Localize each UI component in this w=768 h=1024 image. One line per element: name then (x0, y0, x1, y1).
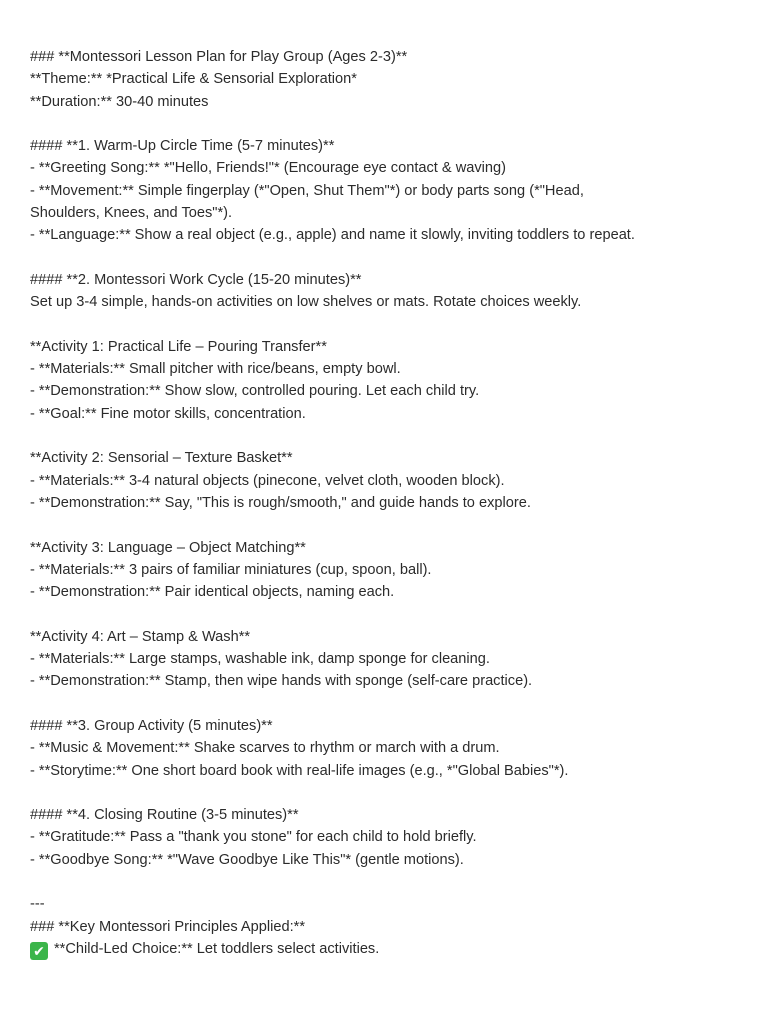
activity-2-line: - **Materials:** 3-4 natural objects (pinecone, velvet cloth, wooden block). (30, 472, 505, 489)
blank-line (30, 314, 745, 336)
activity-1-line: - **Materials:** Small pitcher with rice/beans, empty bowl. (30, 361, 401, 378)
section-2-heading: #### **2. Montessori Work Cycle (15-20 minutes)** (30, 271, 362, 288)
section-3-line: - **Storytime:** One short board book with real-life images (e.g., *"Global Babies"*). (30, 762, 569, 779)
horizontal-rule-text: --- (30, 896, 45, 913)
blank-line (30, 693, 745, 715)
principle-item (30, 938, 745, 960)
section-1-line: - **Language:** Show a real object (e.g., apple) and name it slowly, inviting toddlers to repeat. (30, 227, 635, 244)
blank-line (30, 871, 745, 893)
section-1-line: - **Movement:** Simple fingerplay (*"Open, Shut Them"*) or body parts song (*"Head, (30, 182, 584, 199)
doc-duration: **Duration:** 30-40 minutes (30, 93, 209, 110)
blank-line (30, 425, 745, 447)
section-4-heading: #### **4. Closing Routine (3-5 minutes)** (30, 807, 299, 824)
activity-3-title: **Activity 3: Language – Object Matching** (30, 539, 306, 556)
activity-1-title: **Activity 1: Practical Life – Pouring Transfer** (30, 338, 327, 355)
section-4-line: - **Goodbye Song:** *"Wave Goodbye Like This"* (gentle motions). (30, 851, 464, 868)
activity-3-line: - **Demonstration:** Pair identical objects, naming each. (30, 584, 395, 601)
section-1-heading: #### **1. Warm-Up Circle Time (5-7 minutes)** (30, 138, 335, 155)
activity-3-line: - **Materials:** 3 pairs of familiar miniatures (cup, spoon, ball). (30, 561, 432, 578)
section-3-line: - **Music & Movement:** Shake scarves to rhythm or march with a drum. (30, 740, 500, 757)
activity-4-line: - **Demonstration:** Stamp, then wipe hands with sponge (self-care practice). (30, 673, 533, 690)
section-2-intro: Set up 3-4 simple, hands-on activities on low shelves or mats. Rotate choices weekly. (30, 294, 582, 311)
blank-line (30, 514, 745, 536)
principle-text: **Child-Led Choice:** Let toddlers select activities. (54, 940, 380, 957)
doc-title: ### **Montessori Lesson Plan for Play Group (Ages 2-3)** (30, 49, 408, 65)
blank-line (30, 247, 745, 269)
activity-4-title: **Activity 4: Art – Stamp & Wash** (30, 628, 251, 645)
blank-line (30, 782, 745, 804)
doc-theme: **Theme:** *Practical Life & Sensorial Exploration* (30, 71, 357, 88)
section-4-line: - **Gratitude:** Pass a "thank you stone" for each child to hold briefly. (30, 829, 477, 846)
blank-line (30, 603, 745, 625)
activity-2-line: - **Demonstration:** Say, "This is rough/smooth," and guide hands to explore. (30, 494, 531, 511)
document-body (30, 46, 745, 960)
activity-1-line: - **Demonstration:** Show slow, controlled pouring. Let each child try. (30, 383, 480, 400)
activity-1-line: - **Goal:** Fine motor skills, concentration. (30, 405, 306, 422)
section-1-line: Shoulders, Knees, and Toes"*). (30, 205, 233, 222)
section-1-line: - **Greeting Song:** *"Hello, Friends!"* (Encourage eye contact & waving) (30, 160, 506, 177)
principles-heading: ### **Key Montessori Principles Applied:** (30, 918, 306, 935)
activity-4-line: - **Materials:** Large stamps, washable ink, damp sponge for cleaning. (30, 651, 490, 668)
section-3-heading: #### **3. Group Activity (5 minutes)** (30, 717, 273, 734)
check-mark-icon: ✔ (30, 942, 48, 960)
activity-2-title: **Activity 2: Sensorial – Texture Basket** (30, 450, 293, 467)
blank-line (30, 113, 745, 135)
